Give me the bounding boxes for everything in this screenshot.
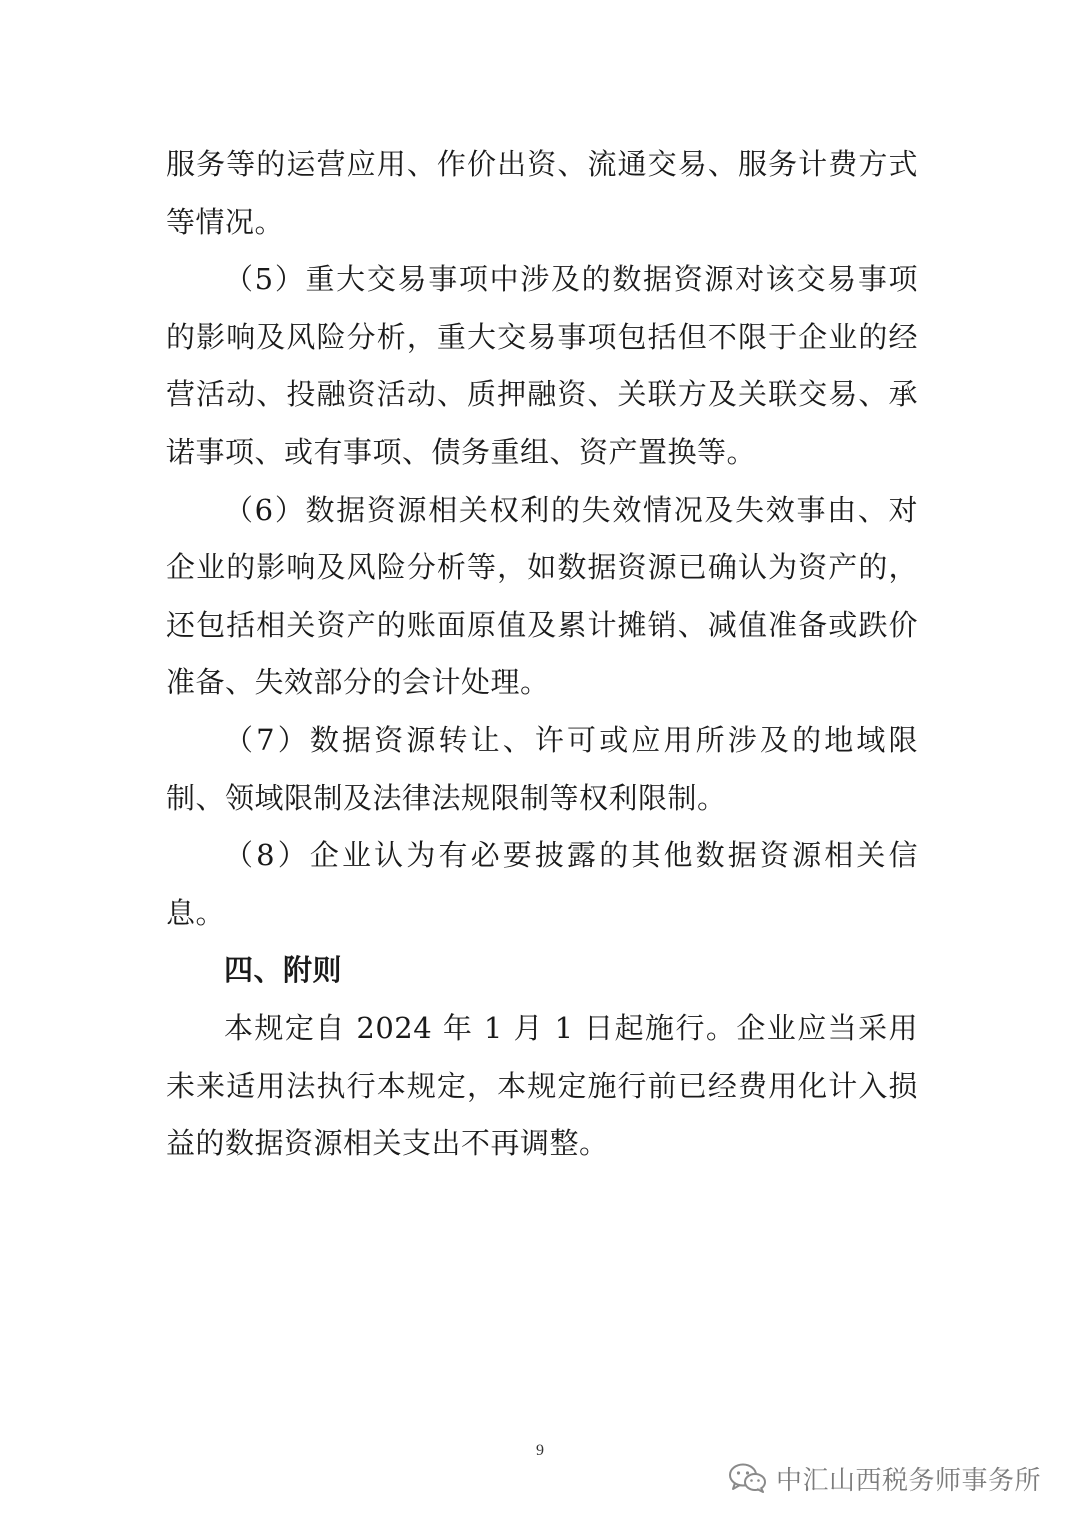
paragraph-closing: 本规定自 2024 年 1 月 1 日起施行。企业应当采用未来适用法执行本规定，本规定施行前已经费用化计入损益的数据资源相关支出不再调整。: [166, 1010, 918, 1161]
section-heading: 四、附则: [224, 953, 343, 988]
paragraph-continuation: 服务等的运营应用、作价出资、流通交易、服务计费方式等情况。: [166, 147, 918, 239]
paragraph-item-6: （6）数据资源相关权利的失效情况及失效事由、对企业的影响及风险分析等，如数据资源已确认为资产的，还包括相关资产的账面原值及累计摊销、减值准备或跌价准备、失效部分的会计处理。: [166, 492, 918, 700]
watermark-text: 中汇山西税务师事务所: [776, 1465, 1042, 1496]
watermark: [728, 1458, 1041, 1498]
page-number: 9: [536, 1442, 544, 1459]
document-body: [166, 136, 918, 1173]
wechat-icon: [728, 1462, 768, 1494]
paragraph-item-8: （8）企业认为有必要披露的其他数据资源相关信息。: [166, 838, 918, 930]
paragraph-item-5: （5）重大交易事项中涉及的数据资源对该交易事项的影响及风险分析，重大交易事项包括但不限于企业的经营活动、投融资活动、质押融资、关联方及关联交易、承诺事项、或有事项、债务重组、资产置换等。: [166, 262, 918, 469]
paragraph-item-7: （7）数据资源转让、许可或应用所涉及的地域限制、领域限制及法律法规限制等权利限制。: [166, 722, 918, 815]
